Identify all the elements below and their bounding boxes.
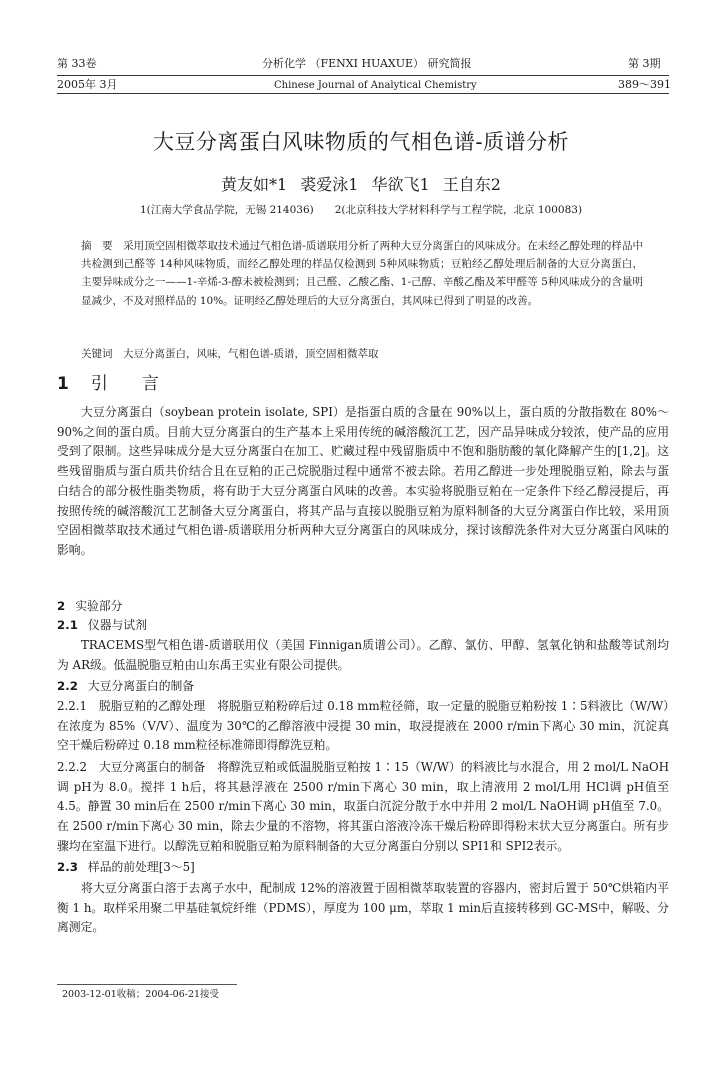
intro-paragraph: 大豆分离蛋白（soybean protein isolate, SPI）是指蛋白质的含量在 90%以上，蛋白质的分散指数在 80%～90%之间的蛋白质。目前大豆分离蛋白的生产基本上采用传统的碱溶酸沉工艺，因产品异味成分较浓，使产品的应用受到了限制。这些异味成分是大豆分离蛋白在加工、贮藏过程中残留脂质中不饱和脂肪酸的氧化降解产生的[1,2]。这些残留脂质与蛋白质共价结合且在豆粕的正己烷脱脂过程中通常不被去除。若用乙醇进一步处理脱脂豆粕，除去与蛋白结合的部分极性脂类物质，将有助于大豆分离蛋白风味的改善。本实验将脱脂豆粕在一定条件下经乙醇浸提后，再按照传统的碱溶酸沉工艺制备大豆分离蛋白，将其产品与直接以脱脂豆粕为原料制备的大豆分离蛋白作比较，采用顶空固相微萃取技术通过气相色谱-质谱联用分析两种大豆分离蛋白的风味成分，探讨该醇洗条件对大豆分离蛋白风味的影响。 (57, 405, 669, 557)
ethanol-treatment-text (57, 697, 669, 756)
section-2-heading (57, 597, 122, 617)
introduction-text (57, 403, 669, 561)
volume-label: 第 33卷 (57, 57, 97, 70)
page-range: 389～391 (618, 78, 671, 91)
received-date-footnote: 2003-12-01收稿；2004-06-21接受 (62, 989, 220, 1000)
subsection-title: 仪器与试剂 (87, 618, 147, 632)
sample-pretreatment-paragraph: 将大豆分离蛋白溶于去离子水中，配制成 12%的溶液置于固相微萃取装置的容器内，密封后置于 50℃烘箱内平衡 1 h。取样采用聚二甲基硅氧烷纤维（PDMS），厚度为 100 μm，萃取 1 min后直接转移到 GC-MS中，解吸、分离测定。 (57, 881, 669, 935)
section-number: 2 (57, 599, 66, 613)
subsection-2-3-heading (57, 858, 195, 878)
subsection-title: 样品的前处理[3～5] (87, 860, 195, 874)
instruments-text (57, 636, 669, 675)
abstract: 摘 要 采用顶空固相微萃取技术通过气相色谱-质谱联用分析了两种大豆分离蛋白的风味成分。在未经乙醇处理的样品中共检测到己醛等 14种风味物质，而经乙醇处理的样品仅检测到 5种风味物质；豆粕经乙醇处理后制备的大豆分离蛋白，主要异味成分之一——1-辛烯-3-醇未被检测到；且己醛、乙酸乙酯、1-己醇、辛酸乙酯及苯甲醛等 5种风味成分的含量明显减少，不及对照样品的 10%。证明经乙醇处理后的大豆分离蛋白，其风味已得到了明显的改善。 (81, 240, 643, 307)
header-rule-bottom (57, 93, 669, 94)
header-rule-top (57, 75, 669, 76)
subsection-title: 大豆分离蛋白的制备 (87, 679, 195, 693)
paper-title: 大豆分离蛋白风味物质的气相色谱-质谱分析 (152, 130, 570, 154)
spi-preparation-text (57, 758, 669, 857)
subsection-2-1-heading (57, 616, 147, 636)
journal-name-cn: 分析化学 （FENXI HUAXUE） 研究简报 (262, 57, 472, 70)
section-title: 引 言 (90, 374, 159, 394)
keywords: 关键词 大豆分离蛋白，风味，气相色谱-质谱，顶空固相微萃取 (81, 348, 379, 360)
section-title: 实验部分 (75, 599, 123, 613)
spi-preparation-paragraph: 2.2.2 大豆分离蛋白的制备 将醇洗豆粕或低温脱脂豆粕按 1∶15（W/W）的料液比与水混合，用 2 mol/L NaOH调 pH为 8.0。搅拌 1 h后，将其悬浮液在 2500 r/min下离心 30 min，取上清液用 2 mol/L用 HCl调 pH值至 4.5。静置 30 min后在 2500 r/min下离心 30 min，取蛋白沉淀分散于水中并用 2 mol/L NaOH调 pH值至 7.0。在 2500 r/min下离心 30 min，除去少量的不溶物，将其蛋白溶液冷冻干燥后粉碎即得粉末状大豆分离蛋白。所有步骤均在室温下进行。以醇洗豆粕和脱脂豆粕为原料制备的大豆分离蛋白分别以 SPI1和 SPI2表示。 (57, 760, 669, 853)
affiliations: 1(江南大学食品学院，无锡 214036) 2(北京科技大学材料科学与工程学院，北京 100083) (139, 204, 583, 216)
subsection-number: 2.1 (57, 618, 78, 632)
ethanol-treatment-paragraph: 2.2.1 脱脂豆粕的乙醇处理 将脱脂豆粕粉碎后过 0.18 mm粒径筛，取一定量的脱脂豆粕粉按 1∶5料液比（W/W）在浓度为 85%（V/V）、温度为 30℃的乙醇溶液中浸提 30 min，取浸提液在 2000 r/min下离心 30 min，沉淀真空干燥后粉碎过 0.18 mm粒径标准筛即得醇洗豆粕。 (57, 699, 669, 753)
sample-pretreatment-text (57, 879, 669, 938)
subsection-2-2-heading (57, 677, 194, 697)
date-label: 2005年 3月 (57, 78, 118, 91)
instruments-paragraph: TRACEMS型气相色谱-质谱联用仪（美国 Finnigan质谱公司）。乙醇、氯仿、甲醇、氢氧化钠和盐酸等试剂均为 AR级。低温脱脂豆粕由山东禹王实业有限公司提供。 (57, 638, 669, 672)
section-number: 1 (57, 374, 69, 394)
subsection-number: 2.3 (57, 860, 78, 874)
footnote-rule (57, 984, 237, 985)
issue-label: 第 3期 (628, 57, 661, 70)
journal-name-en: Chinese Journal of Analytical Chemistry (274, 80, 477, 91)
subsection-number: 2.2 (57, 679, 78, 693)
author-list: 黄友如*1 裘爱泳1 华欲飞1 王自东2 (221, 175, 501, 194)
section-1-heading (57, 372, 159, 396)
